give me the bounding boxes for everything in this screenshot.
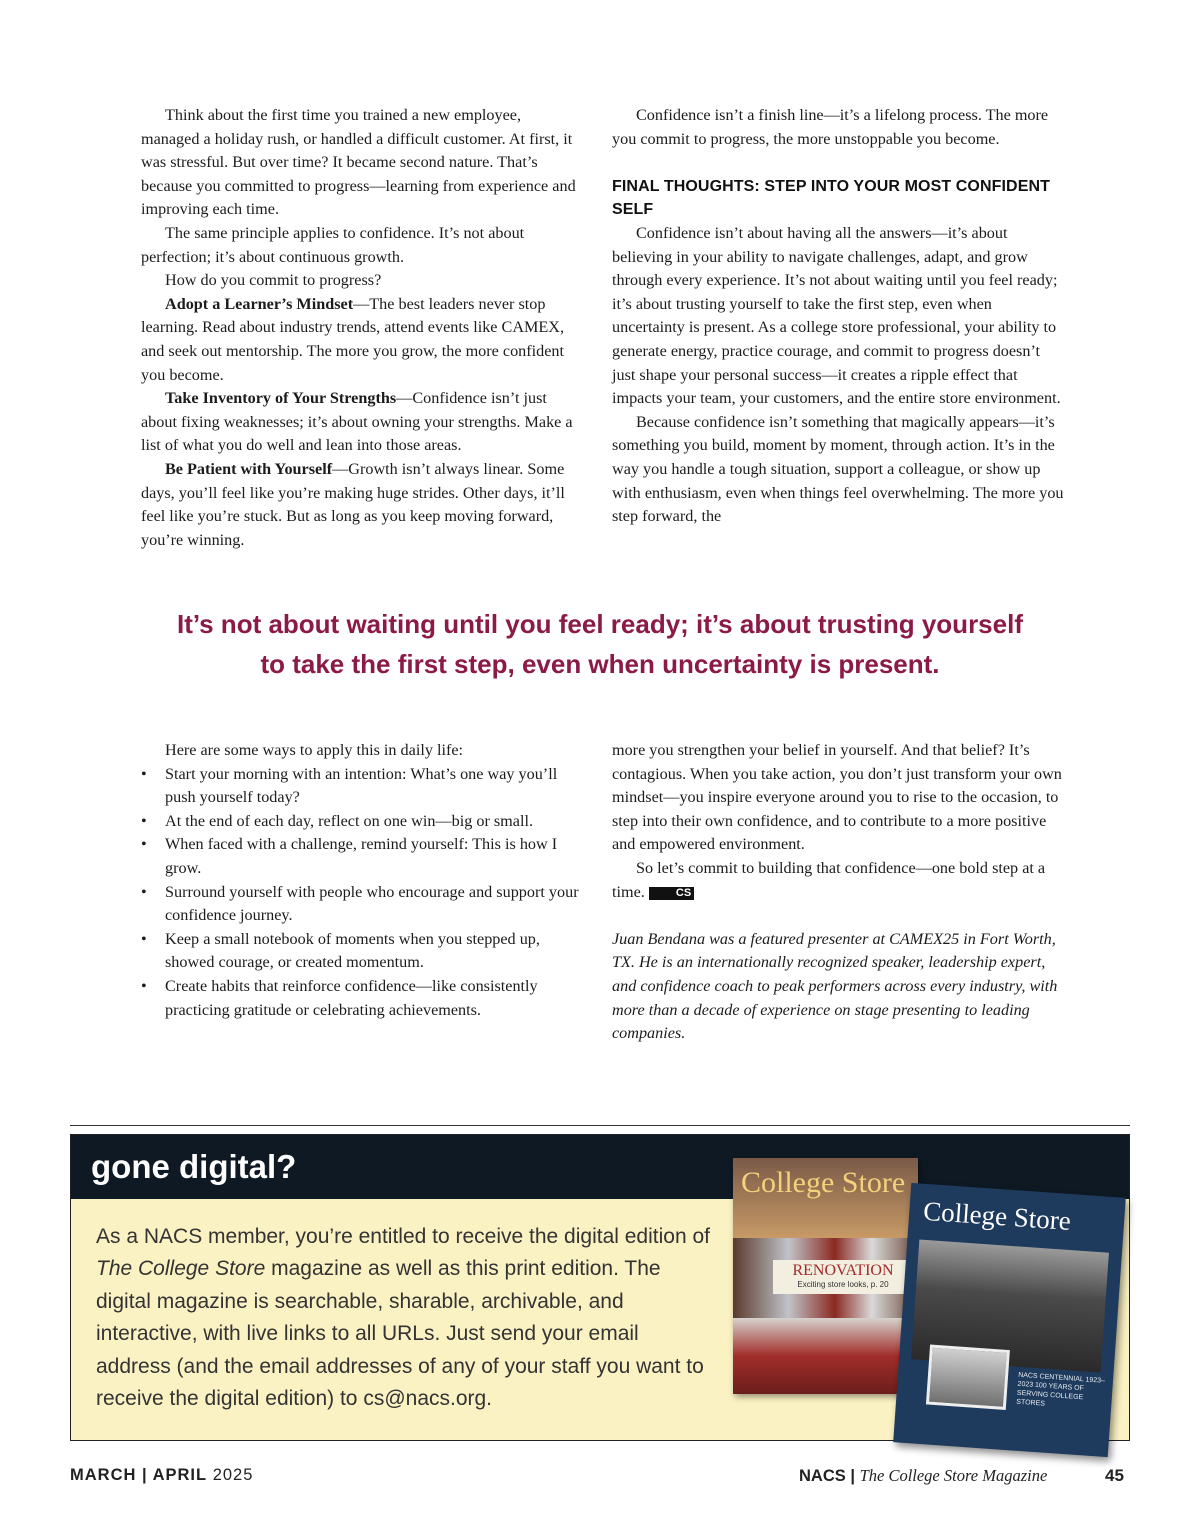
section-heading: FINAL THOUGHTS: STEP INTO YOUR MOST CONFIDENT SELF xyxy=(612,177,1050,219)
paragraph: Confidence isn’t about having all the answers—it’s about believing in your ability to navigate challenges, adapt, and grow through every experience. It’s not about waiting until you feel ready; it’s about trusting yourself to take the first step, even when uncertainty is present. As a college store professional, your ability to generate energy, practice courage, and commit to progress doesn’t just shape your personal success—it creates a ripple effect that impacts your team, your customers, and the entire store environment. xyxy=(612,223,1061,408)
magazine-name: The College Store xyxy=(96,1257,266,1281)
paragraph: Confidence isn’t a finish line—it’s a lifelong process. The more you commit to progress, the more unstoppable you become. xyxy=(612,106,1049,148)
paragraph xyxy=(141,387,581,458)
cover-caption: NACS CENTENNIAL 1923–2023 100 YEARS OF SERVING COLLEGE STORES xyxy=(1016,1371,1106,1408)
magazine-cover-renovation xyxy=(733,1158,918,1394)
pull-quote-line: It’s not about waiting until you feel ready; it’s about trusting yourself xyxy=(176,609,1023,639)
paragraph-lead: Take Inventory of Your Strengths xyxy=(165,389,397,408)
list-item: • Keep a small notebook of moments when you stepped up, showed courage, or created momentum. xyxy=(141,928,581,975)
paragraph-body: So let’s commit to building that confidence—one bold step at a time. xyxy=(612,858,1046,901)
pull-quote xyxy=(100,604,1100,684)
issue-months: MARCH | APRIL xyxy=(70,1466,208,1484)
list-item: • At the end of each day, reflect on one win—big or small. xyxy=(141,810,581,834)
cover-masthead: College Store xyxy=(922,1195,1072,1236)
paragraph-body: —The best leaders never stop learning. Read about industry trends, attend events like CAMEX, and seek out mentorship. The more you grow, the more confident you become. xyxy=(141,294,565,384)
issue-date xyxy=(70,1466,253,1485)
cover-masthead: College Store xyxy=(741,1166,906,1199)
list-item: • When faced with a challenge, remind yourself: This is how I grow. xyxy=(141,833,581,880)
list-item: • Start your morning with an intention: What’s one way you’ll push yourself today? xyxy=(141,763,581,810)
list-item: • Create habits that reinforce confidence—like consistently practicing gratitude or celebrating achievements. xyxy=(141,975,581,1022)
paragraph: How do you commit to progress? xyxy=(165,271,382,290)
author-bio: Juan Bendana was a featured presenter at CAMEX25 in Fort Worth, TX. He is an internationally recognized speaker, leadership expert, and confidence coach to peak performers across every industry, with more than a decade of experience on stage presenting to leading companies. xyxy=(612,929,1058,1043)
cover-feature-subtitle: Exciting store looks, p. 20 xyxy=(797,1280,889,1289)
bullet-list xyxy=(141,763,581,1023)
article-column-left-top xyxy=(141,104,581,552)
promo-title: gone digital? xyxy=(91,1148,297,1185)
issue-year: 2025 xyxy=(212,1466,254,1484)
paragraph-body: —Growth isn’t always linear. Some days, you’ll feel like you’re making huge strides. Other days, it’ll feel like you’re stuck. But as long as you keep moving forward, you’re winning. xyxy=(141,459,565,549)
list-item: • Surround yourself with people who encourage and support your confidence journey. xyxy=(141,881,581,928)
paragraph xyxy=(141,458,581,552)
paragraph: more you strengthen your belief in yourself. And that belief? It’s contagious. When you take action, you don’t just transform your own mindset—you inspire everyone around you to rise to the occasion, to step into their own confidence, and to contribute to a more positive and empowered environment. xyxy=(612,741,1062,854)
paragraph: Think about the first time you trained a new employee, managed a holiday rush, or handled a difficult customer. At first, it was stressful. But over time? It became second nature. That’s because you committed to progress—learning from experience and improving each time. xyxy=(141,106,576,219)
cover-photo-inset xyxy=(926,1345,1010,1410)
cover-feature-band xyxy=(773,1260,913,1294)
paragraph: Here are some ways to apply this in daily life: xyxy=(165,741,464,759)
page-number: 45 xyxy=(1105,1466,1124,1485)
magazine-title: The College Store Magazine xyxy=(859,1466,1048,1485)
promo-text-part: As a NACS member, you’re entitled to receive the digital edition of xyxy=(96,1225,710,1248)
paragraph-lead: Be Patient with Yourself xyxy=(165,459,333,478)
paragraph-body: —Confidence isn’t just about fixing weaknesses; it’s about owning your strengths. Make a list of what you do well and lean into those areas. xyxy=(141,389,573,455)
article-column-left-bottom xyxy=(141,739,581,1022)
promo-text-part: magazine as well as this print edition. The digital magazine is searchable, sharable, archivable, and interactive, with live links to all URLs. Just send your email address (and the email addresses of any of your staff you want to receive the digital edition) to cs@nacs.org. xyxy=(96,1257,704,1411)
article-column-right-bottom xyxy=(612,739,1064,1046)
divider xyxy=(70,1125,1130,1126)
paragraph xyxy=(612,857,1064,904)
paragraph: The same principle applies to confidence. It’s not about perfection; it’s about continuous growth. xyxy=(141,223,525,266)
paragraph: Because confidence isn’t something that magically appears—it’s something you build, moment by moment, through action. It’s in the way you handle a tough situation, support a colleague, or show up with enthusiasm, even when things feel overwhelming. The more you step forward, the xyxy=(612,412,1064,526)
end-mark-badge: CS xyxy=(649,887,694,900)
paragraph xyxy=(141,293,581,387)
pull-quote-line: to take the first step, even when uncertainty is present. xyxy=(260,649,940,679)
paragraph-lead: Adopt a Learner’s Mindset xyxy=(165,294,354,313)
article-column-right-top xyxy=(612,104,1064,529)
magazine-cover-centennial xyxy=(893,1183,1126,1457)
org-name: NACS | xyxy=(799,1467,855,1485)
publication-name xyxy=(799,1466,1047,1486)
promo-text xyxy=(96,1221,716,1415)
cover-feature-title: RENOVATION xyxy=(792,1262,894,1279)
cover-photo-table xyxy=(733,1318,918,1394)
